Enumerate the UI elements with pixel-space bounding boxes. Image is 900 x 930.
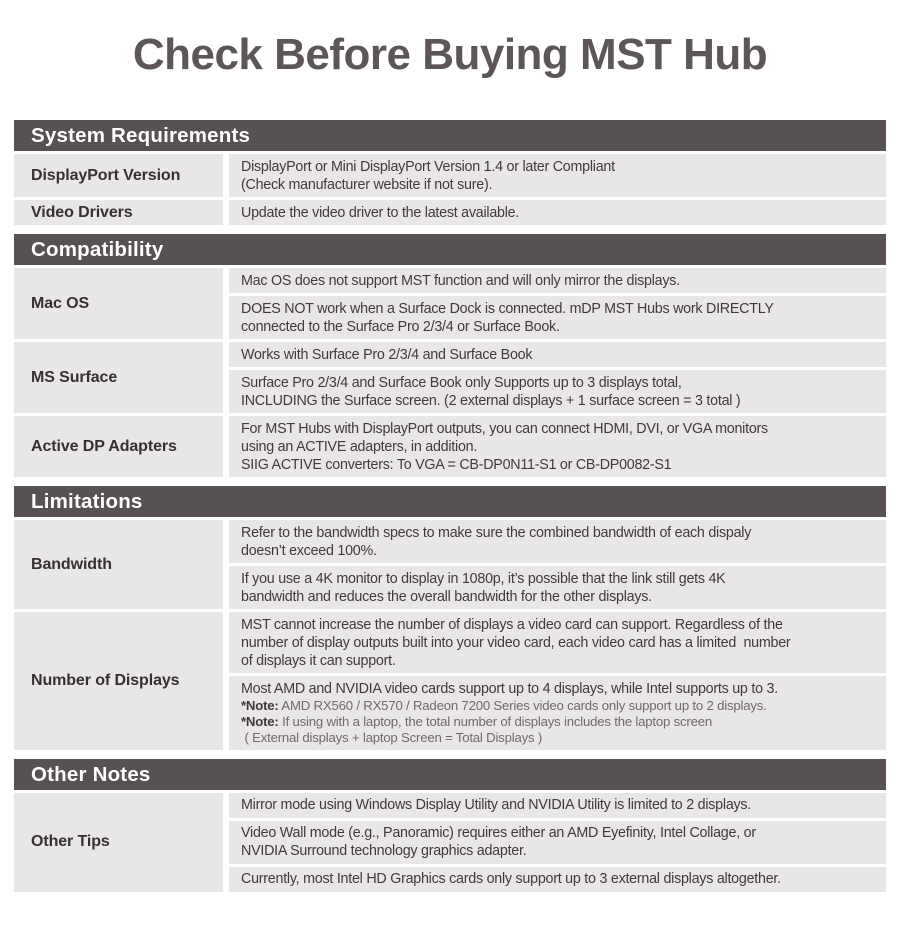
content-line: SIIG ACTIVE converters: To VGA = CB-DP0N11-S1 or CB-DP0082-S1 (241, 456, 672, 473)
row-label-cell (14, 416, 223, 477)
spec-table (14, 120, 886, 892)
table-row (14, 520, 886, 609)
content-cell (229, 296, 886, 339)
row-label-cell (14, 154, 223, 197)
content-cell (229, 867, 886, 892)
content-line: (Check manufacturer website if not sure). (241, 176, 493, 193)
section-header-compatibility: Compatibility (14, 234, 886, 265)
content-cell (229, 268, 886, 293)
content-line: Video Wall mode (e.g., Panoramic) requires either an AMD Eyefinity, Intel Collage, or (241, 825, 756, 842)
content-line: of displays it can support. (241, 652, 396, 669)
row-content-column (229, 342, 886, 413)
note-text: If using with a laptop, the total number of displays includes the laptop screen (278, 713, 713, 729)
content-cell (229, 370, 886, 413)
note-line (241, 698, 876, 714)
row-label: Other Tips (31, 833, 110, 851)
content-cell (229, 676, 886, 750)
section-system-requirements (14, 120, 886, 225)
row-content-column (229, 154, 886, 197)
section-limitations (14, 486, 886, 750)
content-line: If you use a 4K monitor to display in 1080p, it’s possible that the link still gets 4K (241, 570, 726, 587)
section-header-other-notes: Other Notes (14, 759, 886, 790)
content-cell (229, 520, 886, 563)
content-line: NVIDIA Surround technology graphics adapter. (241, 843, 527, 860)
row-label-cell (14, 200, 223, 225)
content-cell (229, 200, 886, 225)
row-label: MS Surface (31, 368, 118, 386)
content-line: number of display outputs built into your video card, each video card has a limited number (241, 634, 791, 651)
row-content-column (229, 200, 886, 225)
row-label-cell (14, 268, 223, 339)
row-content-column (229, 612, 886, 750)
content-line: INCLUDING the Surface screen. (2 external displays + 1 surface screen = 3 total ) (241, 392, 741, 409)
page-title: Check Before Buying MST Hub (132, 30, 768, 79)
content-line: Surface Pro 2/3/4 and Surface Book only Supports up to 3 displays total, (241, 374, 682, 391)
content-line: Update the video driver to the latest available. (241, 204, 520, 221)
section-header-system-requirements: System Requirements (14, 120, 886, 151)
content-cell (229, 342, 886, 367)
row-label: DisplayPort Version (31, 166, 181, 184)
row-label: Video Drivers (31, 203, 133, 221)
table-row (14, 268, 886, 339)
content-line: MST cannot increase the number of displays a video card can support. Regardless of the (241, 616, 783, 633)
note-text: ( External displays + laptop Screen = Total Displays ) (241, 729, 543, 745)
content-line: Works with Surface Pro 2/3/4 and Surface Book (241, 346, 533, 363)
row-label: Mac OS (31, 294, 90, 312)
content-cell (229, 821, 886, 864)
content-line: doesn’t exceed 100%. (241, 542, 377, 559)
content-cell (229, 793, 886, 818)
content-cell (229, 416, 886, 477)
table-row (14, 612, 886, 750)
content-line: Most AMD and NVIDIA video cards support up to 4 displays, while Intel supports up to 3. (241, 680, 778, 697)
table-row (14, 342, 886, 413)
content-line: For MST Hubs with DisplayPort outputs, you can connect HDMI, DVI, or VGA monitors (241, 420, 768, 437)
row-label: Bandwidth (31, 555, 112, 573)
content-cell (229, 612, 886, 673)
section-compatibility (14, 234, 886, 477)
table-row (14, 200, 886, 225)
table-row (14, 416, 886, 477)
row-label: Number of Displays (31, 671, 180, 689)
note-prefix: *Note: (241, 697, 279, 713)
row-label-cell (14, 793, 223, 892)
content-line: DisplayPort or Mini DisplayPort Version 1.4 or later Compliant (241, 158, 615, 175)
content-line: Currently, most Intel HD Graphics cards only support up to 3 external displays altogether. (241, 871, 781, 888)
content-cell (229, 154, 886, 197)
row-content-column (229, 268, 886, 339)
content-line: bandwidth and reduces the overall bandwidth for the other displays. (241, 588, 652, 605)
note-line (241, 714, 876, 730)
note-prefix: *Note: (241, 713, 279, 729)
table-row (14, 154, 886, 197)
content-line: using an ACTIVE adapters, in addition. (241, 438, 478, 455)
content-line: Mac OS does not support MST function and will only mirror the displays. (241, 272, 680, 289)
note-text: AMD RX560 / RX570 / Radeon 7200 Series video cards only support up to 2 displays. (278, 697, 767, 713)
row-content-column (229, 520, 886, 609)
row-label: Active DP Adapters (31, 437, 177, 455)
content-line: connected to the Surface Pro 2/3/4 or Surface Book. (241, 318, 560, 335)
row-label-cell (14, 342, 223, 413)
note-line (241, 730, 876, 746)
row-label-cell (14, 520, 223, 609)
row-content-column (229, 416, 886, 477)
table-row (14, 793, 886, 892)
content-line: Mirror mode using Windows Display Utility and NVIDIA Utility is limited to 2 displays. (241, 797, 752, 814)
row-content-column (229, 793, 886, 892)
section-header-limitations: Limitations (14, 486, 886, 517)
content-line: DOES NOT work when a Surface Dock is connected. mDP MST Hubs work DIRECTLY (241, 300, 774, 317)
section-other-notes (14, 759, 886, 892)
content-cell (229, 566, 886, 609)
row-label-cell (14, 612, 223, 750)
content-line: Refer to the bandwidth specs to make sure the combined bandwidth of each dispaly (241, 524, 752, 541)
